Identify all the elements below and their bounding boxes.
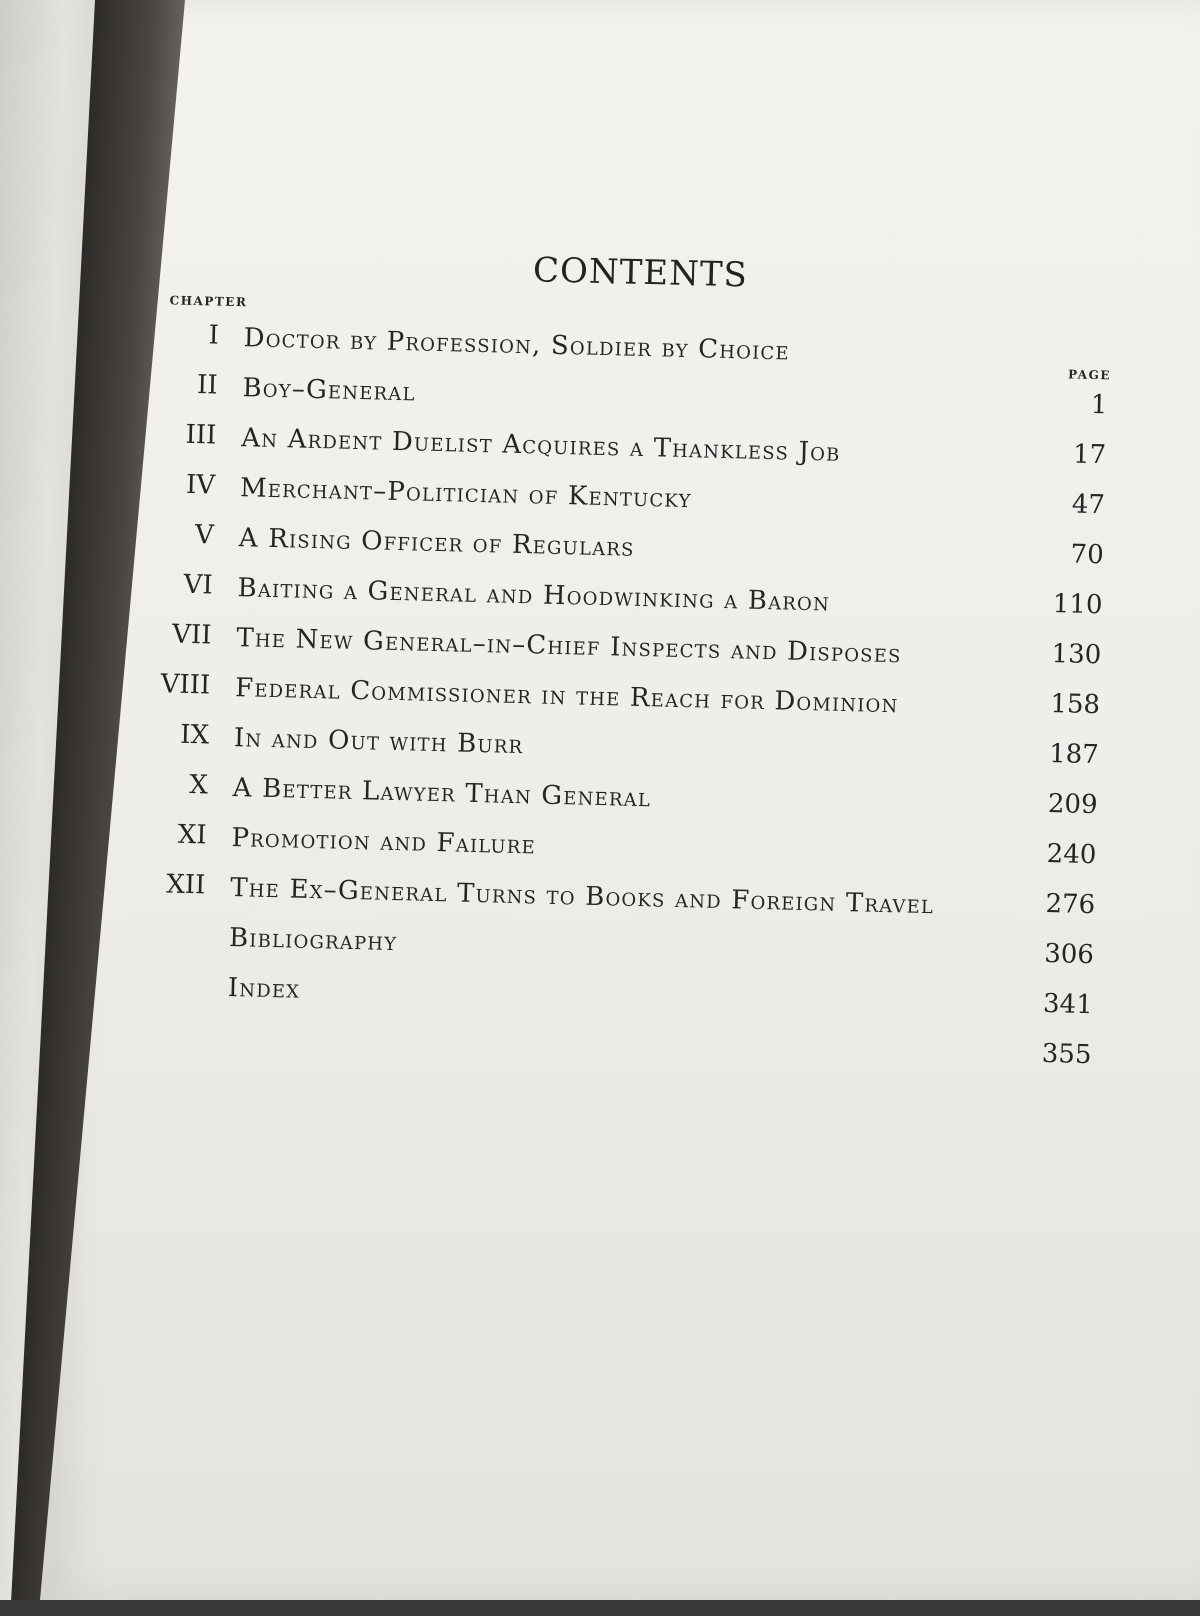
chapter-title: Federal Commissioner in the Reach for Dominion: [234, 673, 899, 720]
chapter-number: II: [196, 370, 218, 401]
chapter-title: The Ex–General Turns to Books and Foreign Travel: [229, 873, 935, 921]
chapter-title: A Rising Officer of Regulars: [238, 523, 636, 563]
page-title: CONTENTS: [532, 250, 749, 296]
chapter-number: VI: [183, 569, 214, 601]
chapter-title: A Better Lawyer Than General: [232, 773, 652, 814]
chapter-number: [105, 918, 205, 920]
page-number: 187: [1048, 738, 1100, 771]
page-number: 110: [1052, 589, 1103, 621]
chapter-title: Doctor by Profession, Soldier by Choice: [243, 323, 791, 367]
chapter-number: IV: [185, 469, 216, 501]
chapter-number: [103, 968, 203, 970]
page-column-label: PAGE: [1067, 367, 1112, 383]
chapter-title: Index: [227, 972, 301, 1005]
chapter-number: I: [208, 320, 220, 351]
chapter-title: Bibliography: [228, 923, 398, 958]
chapter-title: Merchant–Politician of Kentucky: [239, 473, 692, 515]
page-number: 355: [1041, 1038, 1092, 1071]
chapter-number: X: [188, 769, 209, 801]
chapter-number: XII: [165, 869, 206, 901]
page-number: 70: [1070, 539, 1105, 571]
chapter-title: Baiting a General and Hoodwinking a Baron: [237, 573, 831, 618]
chapter-number: XI: [177, 819, 207, 851]
chapter-number: VIII: [160, 669, 211, 701]
page-number: 341: [1042, 988, 1094, 1021]
chapter-number: V: [194, 520, 215, 551]
chapter-title: Boy–General: [242, 373, 417, 408]
page-number: 47: [1071, 489, 1106, 521]
chapter-title: In and Out with Burr: [233, 723, 524, 761]
page-number: 1: [1090, 389, 1108, 421]
page-number: 17: [1072, 439, 1107, 471]
chapter-column-label: CHAPTER: [169, 293, 248, 310]
chapter-number: III: [185, 419, 217, 451]
page-number: 240: [1046, 838, 1097, 871]
page-number: 306: [1043, 938, 1095, 971]
chapter-number: VII: [171, 619, 212, 651]
chapter-title: An Ardent Duelist Acquires a Thankless Job: [240, 423, 841, 468]
chapter-title: Promotion and Failure: [231, 823, 537, 861]
page-number: 276: [1045, 888, 1096, 921]
chapter-number: IX: [179, 719, 210, 751]
page-number: 209: [1047, 788, 1098, 821]
page-number: 158: [1050, 689, 1101, 721]
chapter-title: The New General–in–Chief Inspects and Disposes: [236, 623, 903, 670]
page-number: 130: [1051, 639, 1102, 671]
